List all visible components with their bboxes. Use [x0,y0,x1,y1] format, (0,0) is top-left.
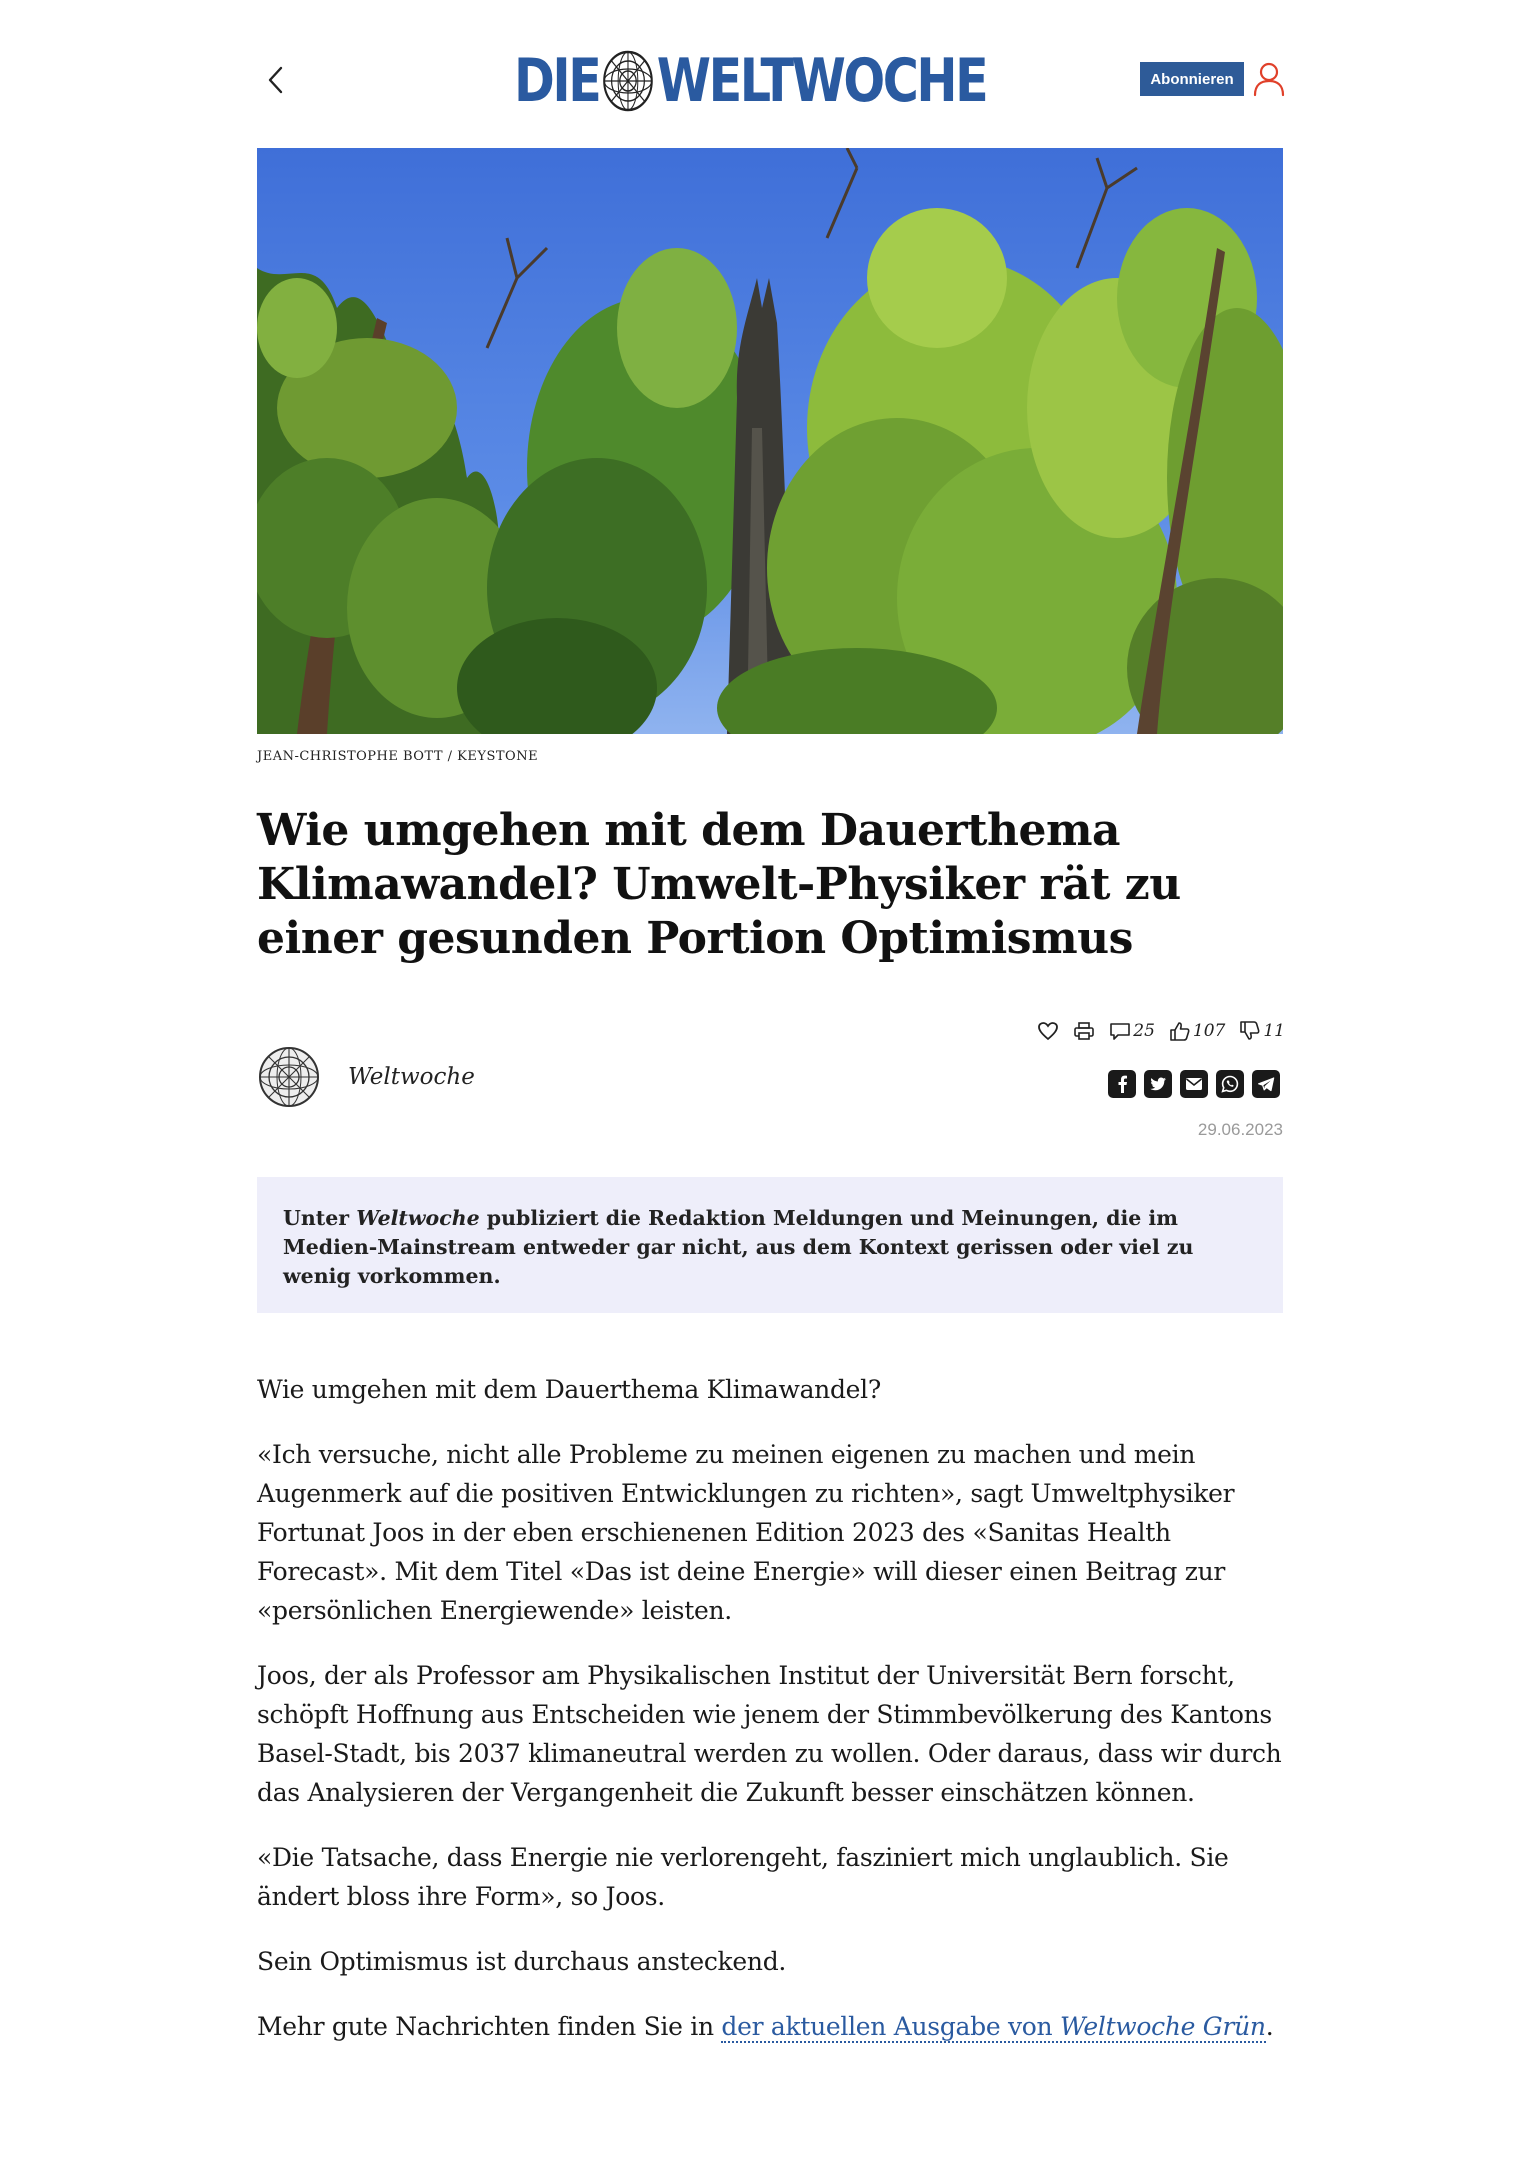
email-icon [1185,1077,1203,1091]
share-bar [1108,1070,1280,1098]
hero-image [257,148,1283,734]
paragraph: «Die Tatsache, dass Energie nie verlorengeht, fasziniert mich unglaublich. Sie ändert bloss ihre Form», so Joos. [257,1843,1229,1911]
share-twitter-button[interactable] [1144,1070,1172,1098]
paragraph: Wie umgehen mit dem Dauerthema Klimawandel? [257,1375,881,1404]
article-title: Wie umgehen mit dem Dauerthema Klimawandel? Umwelt-Physiker rät zu einer gesunden Portion Optimismus [257,805,1181,964]
author-name[interactable]: Weltwoche [348,1064,475,1090]
dislike-button[interactable] [1239,1021,1285,1041]
intro-suffix: publiziert die Redaktion Meldungen und Meinungen, die im Medien-Mainstream entweder gar nicht, aus dem Kontext gerissen oder viel zu wenig vorkommen. [283,1206,1194,1288]
share-whatsapp-button[interactable] [1216,1070,1244,1098]
facebook-icon [1114,1075,1130,1093]
site-logo[interactable] [514,48,1090,114]
like-button[interactable] [1169,1021,1225,1041]
article-actions [1040,1016,1285,1046]
share-email-button[interactable] [1180,1070,1208,1098]
comment-icon [1109,1021,1131,1041]
paragraph: Sein Optimismus ist durchaus ansteckend. [257,1947,787,1976]
comments-count: 25 [1133,1021,1155,1041]
author-block [258,1046,475,1108]
printer-icon [1073,1021,1095,1041]
closing-paragraph [257,2007,1287,2046]
link-italic: Weltwoche Grün [1060,2012,1266,2041]
intro-italic: Weltwoche [356,1206,480,1230]
logo-text-die: DIE [514,46,600,116]
whatsapp-icon [1221,1075,1239,1093]
weltwoche-gruen-link[interactable] [721,2012,1265,2043]
logo-text-weltwoche: WELTWOCHE [656,46,987,116]
user-icon [1251,60,1287,98]
intro-prefix: Unter [283,1206,357,1230]
twitter-icon [1149,1076,1167,1092]
paragraph: Joos, der als Professor am Physikalischen Institut der Universität Bern forscht, schöpft Hoffnung aus Entscheiden wie jenem der Stimmbevölkerung des Kantons Basel-Stadt, bis 2037 klimaneutral werden zu wollen. Oder daraus, dass wir durch das Analysieren der Vergangenheit die Zukunft besser einschätzen können. [257,1661,1282,1807]
back-button[interactable] [257,58,297,102]
globe-logo-icon [603,50,654,112]
site-header [257,40,1283,120]
publish-date: 29.06.2023 [1197,1120,1283,1139]
chevron-left-icon [257,58,297,102]
intro-box [257,1177,1283,1313]
closing-suffix: . [1265,2012,1274,2041]
image-credit: JEAN-CHRISTOPHE BOTT / KEYSTONE [257,749,539,764]
closing-prefix: Mehr gute Nachrichten finden Sie in [257,2012,722,2041]
telegram-icon [1257,1076,1275,1092]
avatar[interactable] [258,1046,320,1108]
print-button[interactable] [1073,1021,1095,1041]
favorite-button[interactable] [1037,1021,1059,1041]
user-account-button[interactable] [1251,60,1287,98]
share-telegram-button[interactable] [1252,1070,1280,1098]
share-facebook-button[interactable] [1108,1070,1136,1098]
subscribe-button[interactable]: Abonnieren [1140,62,1244,96]
heart-icon [1037,1021,1059,1041]
thumbs-up-icon [1169,1021,1191,1041]
dislikes-count: 11 [1263,1021,1285,1041]
likes-count: 107 [1192,1021,1226,1041]
article-body [257,1370,1287,2072]
link-text: der aktuellen Ausgabe von [721,2012,1061,2041]
globe-logo-icon [258,1046,320,1108]
paragraph: «Ich versuche, nicht alle Probleme zu meinen eigenen zu machen und mein Augenmerk auf die positiven Entwicklungen zu richten», sagt Umweltphysiker Fortunat Joos in der eben erschienenen Edition 2023 des «Sanitas Health Forecast». Mit dem Titel «Das ist deine Energie» will dieser einen Beitrag zur «persönlichen Energiewende» leisten. [257,1440,1235,1625]
thumbs-down-icon [1239,1021,1261,1041]
comments-button[interactable] [1109,1021,1155,1041]
